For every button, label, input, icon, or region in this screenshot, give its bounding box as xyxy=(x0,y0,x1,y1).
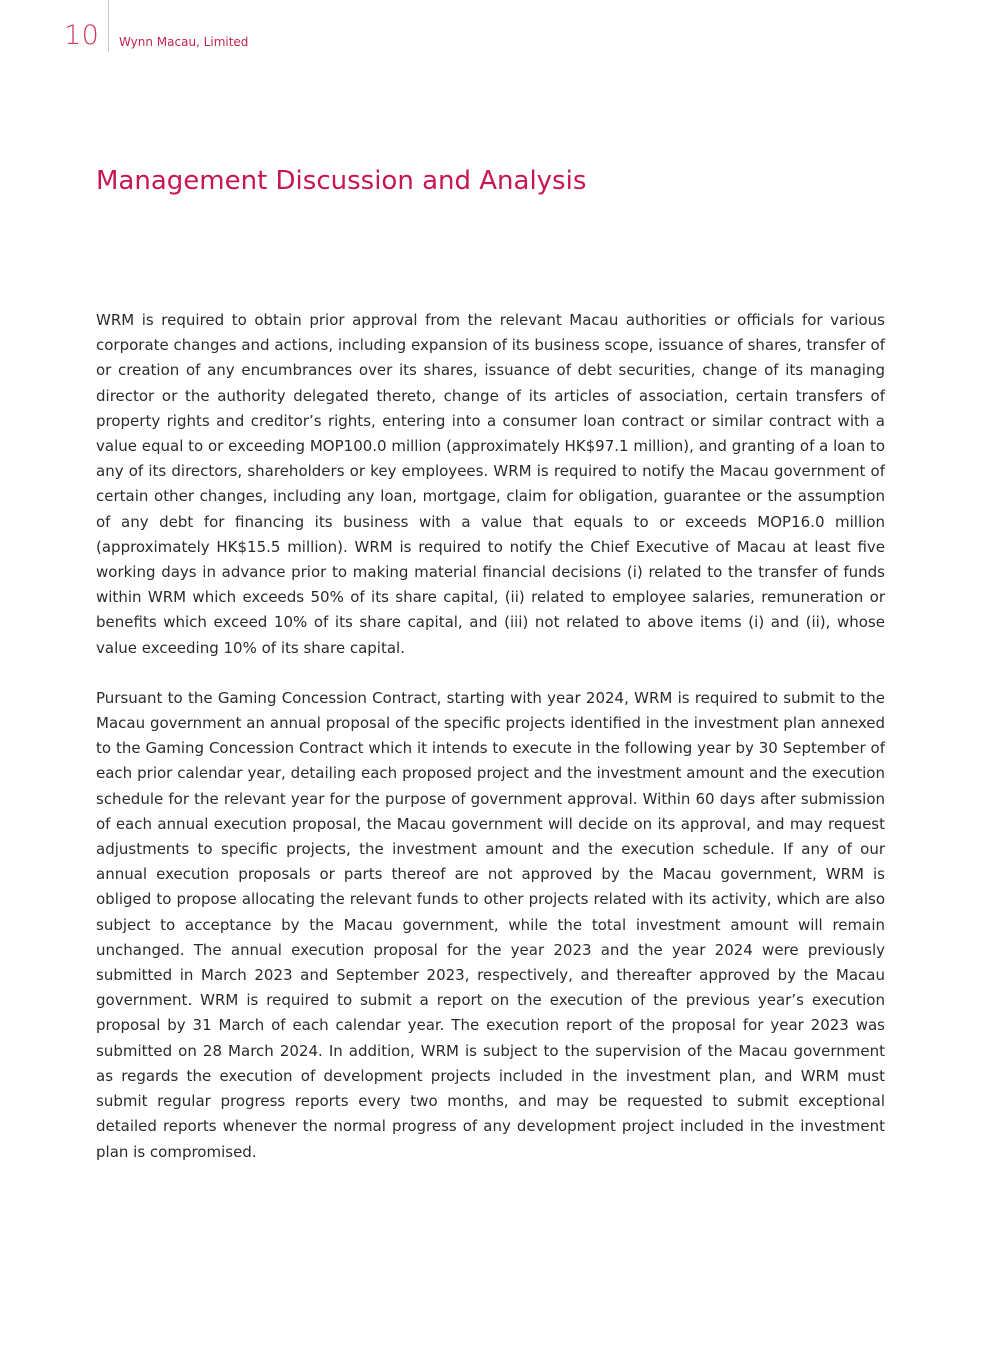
section-title: Management Discussion and Analysis xyxy=(96,166,587,196)
page-number: 10 xyxy=(64,20,100,51)
paragraph-investment-plan: Pursuant to the Gaming Concession Contract, starting with year 2024, WRM is required to submit to the Macau government an annual proposal of the specific projects identified in the investment plan annexed to the Gaming Concession Contract which it intends to execute in the following year by 30 September of each prior calendar year, detailing each proposed project and the investment amount and the execution schedule for the relevant year for the purpose of government approval. Within 60 days after submission of each annual execution proposal, the Macau government will decide on its approval, and may request adjustments to specific projects, the investment amount and the execution schedule. If any of our annual execution proposals or parts thereof are not approved by the Macau government, WRM is obliged to propose allocating the relevant funds to other projects related with its activity, which are also subject to acceptance by the Macau government, while the total investment amount will remain unchanged. The annual execution proposal for the year 2023 and the year 2024 were previously submitted in March 2023 and September 2023, respectively, and thereafter approved by the Macau government. WRM is required to submit a report on the execution of the previous year’s execution proposal by 31 March of each calendar year. The execution report of the proposal for year 2023 was submitted on 28 March 2024. In addition, WRM is subject to the supervision of the Macau government as regards the execution of development projects included in the investment plan, and WRM must submit regular progress reports every two months, and may be requested to submit exceptional detailed reports whenever the normal progress of any development project included in the investment plan is compromised. xyxy=(96,688,885,1161)
paragraph-approval-requirements: WRM is required to obtain prior approval from the relevant Macau authorities or officials for various corporate changes and actions, including expansion of its business scope, issuance of shares, transfer of or creation of any encumbrances over its shares, issuance of debt securities, change of its managing director or the authority delegated thereto, change of its articles of association, certain transfers of property rights and creditor’s rights, entering into a consumer loan contract or similar contract with a value equal to or exceeding MOP100.0 million (approximately HK$97.1 million), and granting of a loan to any of its directors, shareholders or key employees. WRM is required to notify the Macau government of certain other changes, including any loan, mortgage, claim for obligation, guarantee or the assumption of any debt for financing its business with a value that equals to or exceeds MOP16.0 million (approximately HK$15.5 million). WRM is required to notify the Chief Executive of Macau at least five working days in advance prior to making material financial decisions (i) related to the transfer of funds within WRM which exceeds 50% of its share capital, (ii) related to employee salaries, remuneration or benefits which exceed 10% of its share capital, and (iii) not related to above items (i) and (ii), whose value exceeding 10% of its share capital. xyxy=(96,311,885,657)
header-divider xyxy=(108,0,109,52)
body-text xyxy=(96,308,885,1190)
company-name: Wynn Macau, Limited xyxy=(119,35,249,49)
